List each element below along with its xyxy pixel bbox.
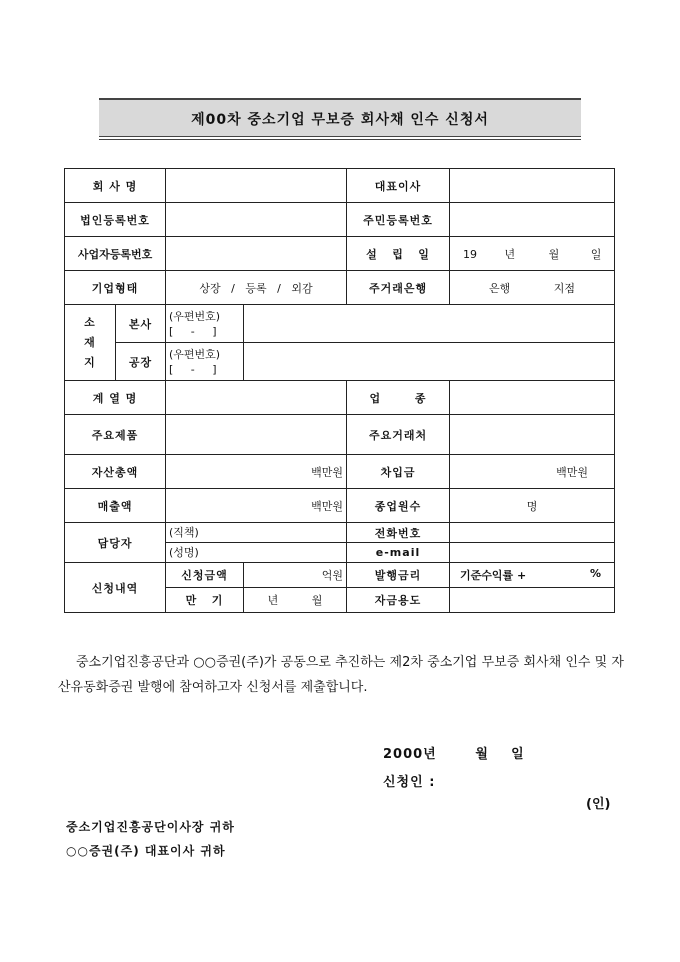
field-position[interactable]: (직책) [166,523,347,543]
application-form-table [64,168,615,613]
row-assets [65,455,615,489]
label-head-office: 본사 [116,305,166,343]
label-biz-reg-no: 사업자등록번호 [65,237,166,271]
label-main-bank: 주거래은행 [347,271,450,305]
field-company-name[interactable] [166,169,347,203]
field-employees[interactable]: 명 [450,489,615,523]
field-resident-reg-no[interactable] [450,203,615,237]
row-sales [65,489,615,523]
label-resident-reg-no: 주민등록번호 [347,203,450,237]
label-fund-use: 자금용도 [347,588,450,613]
label-amount: 신청금액 [166,563,244,588]
field-biz-reg-no[interactable] [166,237,347,271]
field-main-customers[interactable] [450,415,615,455]
date-line[interactable]: 2000년 월 일 [383,747,525,762]
row-corp-type [65,271,615,305]
field-sales[interactable]: 백만원 [166,489,347,523]
row-application-1 [65,563,615,588]
field-ceo[interactable] [450,169,615,203]
label-corp-type: 기업형태 [65,271,166,305]
addressee-2: ○○증권(주) 대표이사 귀하 [66,844,226,858]
label-industry: 업 종 [347,381,450,415]
declaration-paragraph: 중소기업진흥공단과 ○○증권(주)가 공동으로 추진하는 제2차 중소기업 무보증 회사채 인수 및 자산유동화증권 발행에 참여하고자 신청서를 제출합니다. [58,655,624,695]
field-fund-use[interactable] [450,588,615,613]
field-main-products[interactable] [166,415,347,455]
title-box [99,98,581,136]
label-main-products: 주요제품 [65,415,166,455]
label-main-customers: 주요거래처 [347,415,450,455]
row-factory [65,343,615,381]
field-established[interactable]: 19 년 월 일 [450,237,615,271]
field-industry[interactable] [450,381,615,415]
label-email: e-mail [347,543,450,563]
field-borrowings[interactable]: 백만원 [450,455,615,489]
label-affiliate: 계 열 명 [65,381,166,415]
title-underline [99,136,581,140]
field-phone[interactable] [450,523,615,543]
field-affiliate[interactable] [166,381,347,415]
field-total-assets[interactable]: 백만원 [166,455,347,489]
field-factory-address[interactable] [244,343,615,381]
row-biz [65,237,615,271]
field-issue-rate[interactable]: 기준수익률 + % [450,563,615,588]
row-head-office [65,305,615,343]
field-head-office-postal[interactable]: (우편번호) [ - ] [166,305,244,343]
label-factory: 공장 [116,343,166,381]
field-main-bank[interactable]: 은행 지점 [450,271,615,305]
label-sales: 매출액 [65,489,166,523]
label-location: 소 재 지 [65,305,116,381]
label-employees: 종업원수 [347,489,450,523]
applicant-label: 신청인 : [383,775,436,790]
row-company [65,169,615,203]
label-maturity: 만 기 [166,588,244,613]
row-affiliate [65,381,615,415]
label-application: 신청내역 [65,563,166,613]
label-corp-reg-no: 법인등록번호 [65,203,166,237]
seal-mark: (인) [586,797,611,812]
field-amount[interactable]: 억원 [244,563,347,588]
label-borrowings: 차입금 [347,455,450,489]
row-contact-1 [65,523,615,543]
label-phone: 전화번호 [347,523,450,543]
label-contact-person: 담당자 [65,523,166,563]
field-email[interactable] [450,543,615,563]
row-registration [65,203,615,237]
label-established: 설 립 일 [347,237,450,271]
label-total-assets: 자산총액 [65,455,166,489]
field-head-office-address[interactable] [244,305,615,343]
form-title: 제00차 중소기업 무보증 회사채 인수 신청서 [191,112,489,128]
field-corp-type[interactable]: 상장 / 등록 / 외감 [166,271,347,305]
label-ceo: 대표이사 [347,169,450,203]
row-products [65,415,615,455]
addressee-1: 중소기업진흥공단이사장 귀하 [66,820,235,834]
field-factory-postal[interactable]: (우편번호) [ - ] [166,343,244,381]
field-name[interactable]: (성명) [166,543,347,563]
field-maturity[interactable]: 년 월 [244,588,347,613]
field-corp-reg-no[interactable] [166,203,347,237]
label-issue-rate: 발행금리 [347,563,450,588]
label-company-name: 회 사 명 [65,169,166,203]
